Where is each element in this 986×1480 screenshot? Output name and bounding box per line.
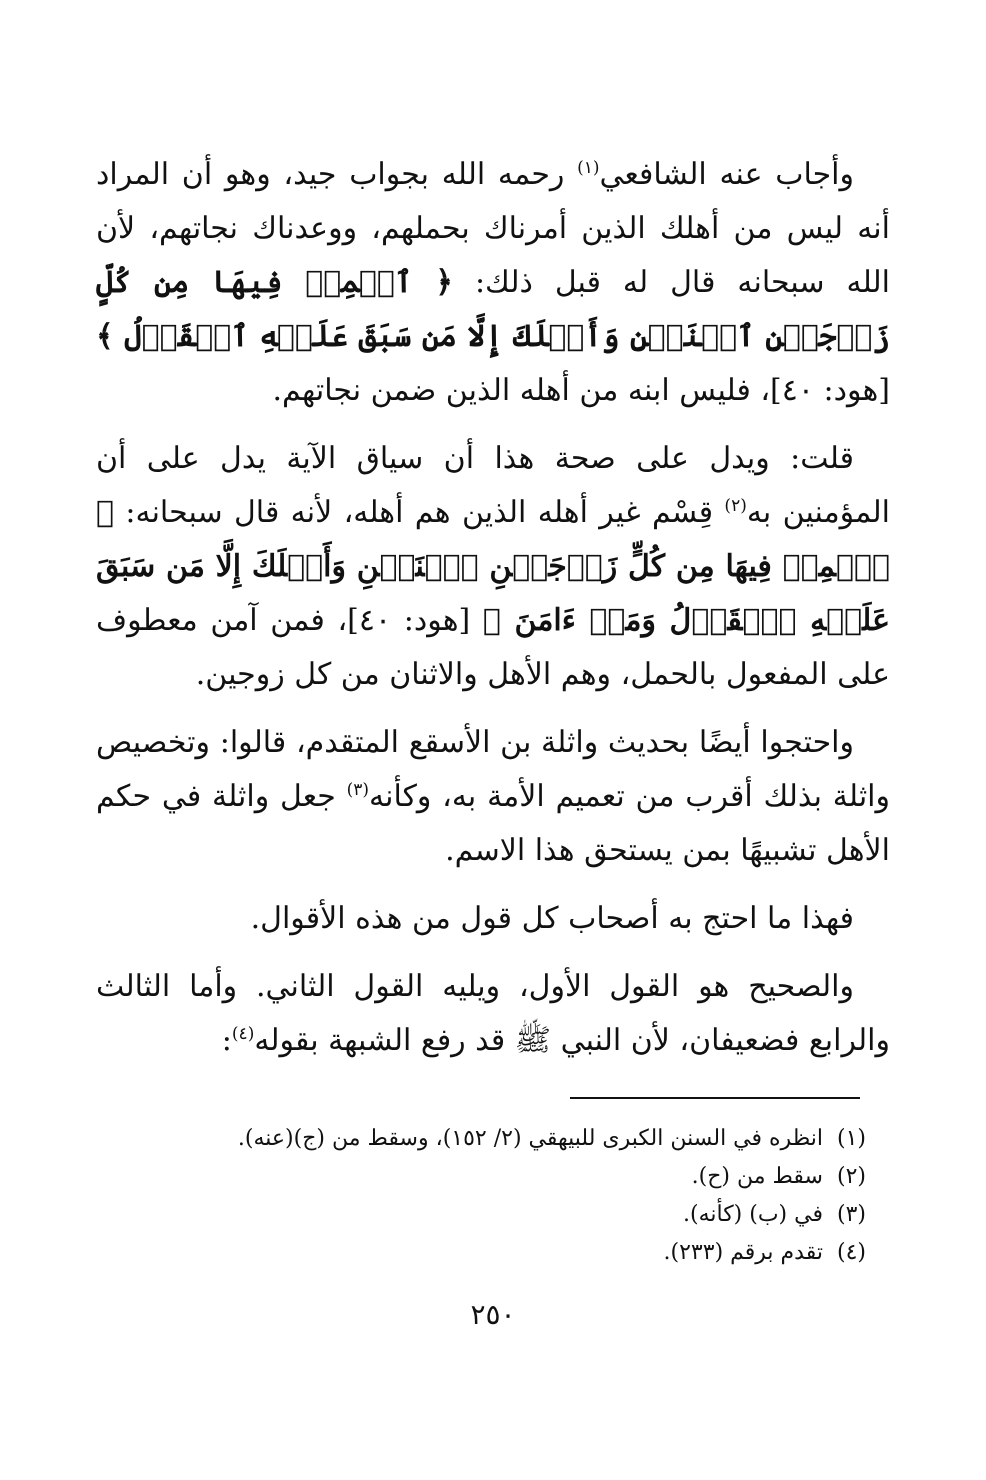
paragraph-text: وأجاب عنه الشافعي <box>599 157 854 192</box>
footnote-text: سقط من (ح). <box>691 1164 823 1189</box>
paragraph <box>96 892 890 946</box>
paragraph <box>96 960 890 1068</box>
footnotes <box>96 1120 866 1272</box>
paragraph <box>96 432 890 702</box>
main-text <box>96 148 890 1082</box>
footnote-marker: (٤) <box>231 1024 255 1044</box>
footnote-number: (٤) <box>836 1240 866 1265</box>
footnote-text: تقدم برقم (٢٣٣). <box>663 1240 823 1265</box>
page-number: ٢٥٠ <box>470 1298 516 1331</box>
paragraph-text: جعل واثلة في حكم الأهل تشبيهًا بمن يستحق هذا الاسم. <box>96 779 890 868</box>
footnote <box>96 1120 866 1158</box>
footnote-marker: (٣) <box>346 780 370 800</box>
paragraph-text: رحمه الله بجواب جيد، وهو أن المراد أنه ليس من أهلك الذين أمرناك بحملهم، ووعدناك نجاتهم، لأن الله سبحانه قال له قبل ذلك: <box>96 157 890 300</box>
footnote-text: في (ب) (كأنه). <box>683 1202 823 1227</box>
footnote-marker: (١) <box>577 158 600 178</box>
footnote <box>96 1196 866 1234</box>
paragraph-text: واحتجوا أيضًا بحديث واثلة بن الأسقع المتقدم، قالوا: وتخصيص واثلة بذلك أقرب من تعميم الأمة به، وكأنه <box>96 725 890 814</box>
paragraph-text: فهذا ما احتج به أصحاب كل قول من هذه الأقوال. <box>250 901 854 936</box>
paragraph-text: قلت: ويدل على صحة هذا أن سياق الآية يدل على أن المؤمنين به <box>96 441 890 530</box>
footnote <box>96 1234 866 1272</box>
paragraph-text: : <box>221 1023 232 1058</box>
paragraph-text: [هود: ٤٠]، فمن آمن معطوف على المفعول بالحمل، وهم الأهل والاثنان من كل زوجين. <box>96 603 890 692</box>
footnote-number: (١) <box>836 1126 866 1151</box>
paragraph <box>96 148 890 418</box>
footnote <box>96 1158 866 1196</box>
footnote-marker: (٢) <box>724 496 747 516</box>
paragraph-text: قِسْم غير أهله الذين هم أهله، لأنه قال سبحانه: <box>114 495 725 530</box>
footnote-text: انظره في السنن الكبرى للبيهقي (٢/ ١٥٢)، وسقط من (ج)(عنه). <box>237 1126 823 1151</box>
quran-quote: ﴿ ٱحۡمِلۡ فِيهَا مِن كُلٍّ زَوۡجَيۡنِ ٱثۡنَيۡنِ وَأَهۡلَكَ إِلَّا مَن سَبَقَ عَلَيۡهِ ٱلۡقَوۡلُ ﴾ <box>96 265 890 354</box>
paragraph <box>96 716 890 878</box>
footnote-number: (٣) <box>836 1202 866 1227</box>
footnote-separator <box>570 1097 860 1099</box>
paragraph-text: والصحيح هو القول الأول، ويليه القول الثاني. وأما الثالث والرابع فضعيفان، لأن النبي ﷺ قد رفع الشبهة بقوله <box>96 969 890 1058</box>
paragraph-text: [هود: ٤٠]، فليس ابنه من أهله الذين ضمن نجاتهم. <box>272 373 890 408</box>
footnote-number: (٢) <box>836 1164 866 1189</box>
quran-quote: ﴿ ٱحۡمِلۡ فِيهَا مِن كُلٍّ زَوۡجَيۡنِ ٱثۡنَيۡنِ وَأَهۡلَكَ إِلَّا مَن سَبَقَ عَلَيۡهِ ٱلۡقَوۡلُ وَمَنۡ ءَامَنَ ﴾ <box>96 495 891 638</box>
